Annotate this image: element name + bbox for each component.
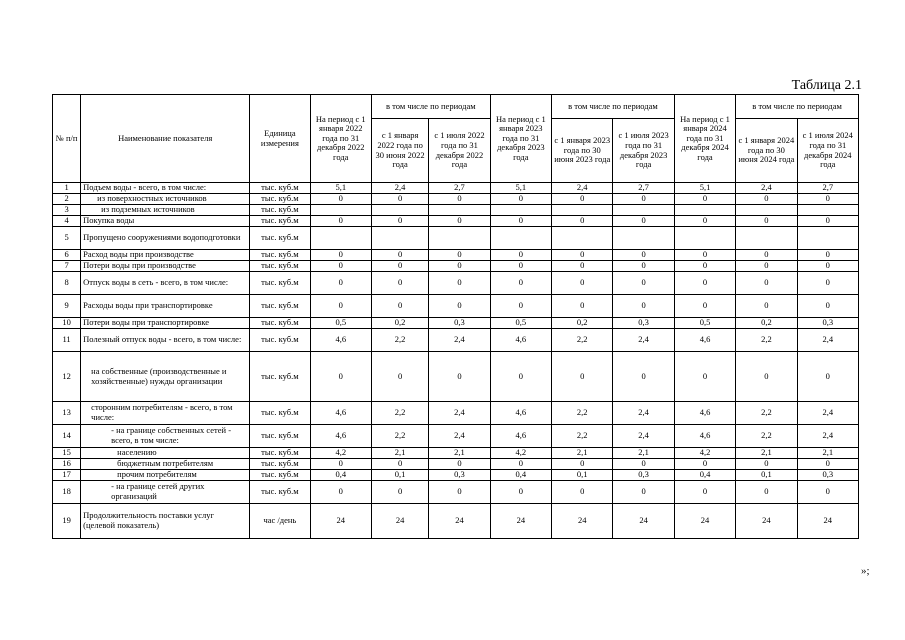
row-value: 0: [552, 216, 613, 227]
row-value: 0: [371, 459, 428, 470]
row-value: 24: [674, 504, 735, 539]
row-value: 0,5: [674, 318, 735, 329]
row-value: 5,1: [310, 183, 371, 194]
row-value: [429, 205, 490, 216]
row-value: 0: [490, 194, 551, 205]
row-value: 2,2: [371, 402, 428, 425]
row-value: 0: [613, 481, 674, 504]
row-value: 0: [797, 216, 858, 227]
row-value: 0: [674, 459, 735, 470]
header-unit: Единица измерения: [250, 95, 310, 183]
row-value: 0,1: [736, 470, 797, 481]
row-number: 16: [53, 459, 81, 470]
row-value: 0: [736, 352, 797, 402]
row-unit: тыс. куб.м: [250, 470, 310, 481]
row-number: 6: [53, 250, 81, 261]
header-num: № п/п: [53, 95, 81, 183]
row-number: 17: [53, 470, 81, 481]
row-value: 4,6: [490, 425, 551, 448]
row-value: 0: [371, 295, 428, 318]
row-value: 0: [613, 216, 674, 227]
row-value: 0: [429, 295, 490, 318]
table-caption: Таблица 2.1: [791, 78, 862, 93]
table-row: [53, 352, 859, 402]
row-value: 0: [674, 481, 735, 504]
row-value: 0,4: [674, 470, 735, 481]
row-value: 4,6: [310, 402, 371, 425]
table-row: [53, 295, 859, 318]
row-value: [674, 227, 735, 250]
row-value: 0: [371, 272, 428, 295]
row-number: 3: [53, 205, 81, 216]
row-indicator-name: Потери воды при производстве: [81, 261, 250, 272]
row-value: 0: [552, 295, 613, 318]
row-value: [371, 227, 428, 250]
row-value: 0,5: [310, 318, 371, 329]
header-including-2024: в том числе по периодам: [736, 95, 859, 119]
row-value: 5,1: [674, 183, 735, 194]
row-value: 0: [797, 295, 858, 318]
row-indicator-name: прочим потребителям: [81, 470, 250, 481]
row-number: 10: [53, 318, 81, 329]
row-value: 0,3: [797, 470, 858, 481]
row-indicator-name: Продолжительность поставки услуг (целевой показатель): [81, 504, 250, 539]
table-row: [53, 205, 859, 216]
row-value: 2,1: [552, 448, 613, 459]
row-value: 0: [310, 481, 371, 504]
row-unit: тыс. куб.м: [250, 227, 310, 250]
row-value: [429, 227, 490, 250]
row-value: 0: [429, 194, 490, 205]
row-value: [371, 205, 428, 216]
row-value: 0: [429, 216, 490, 227]
row-value: 2,1: [797, 448, 858, 459]
row-indicator-name: сторонним потребителям - всего, в том числе:: [81, 402, 250, 425]
row-value: 0,2: [552, 318, 613, 329]
row-number: 12: [53, 352, 81, 402]
row-indicator-name: Расход воды при производстве: [81, 250, 250, 261]
row-value: 2,4: [613, 425, 674, 448]
row-indicator-name: Полезный отпуск воды - всего, в том числе:: [81, 329, 250, 352]
row-value: 0,4: [310, 470, 371, 481]
row-value: 0: [490, 250, 551, 261]
row-value: 4,6: [310, 425, 371, 448]
row-value: 0: [674, 216, 735, 227]
row-unit: тыс. куб.м: [250, 459, 310, 470]
row-value: 0: [736, 459, 797, 470]
table-row: [53, 183, 859, 194]
row-value: 2,4: [429, 425, 490, 448]
row-value: 0: [613, 250, 674, 261]
row-value: [613, 227, 674, 250]
row-indicator-name: Покупка воды: [81, 216, 250, 227]
row-value: 24: [371, 504, 428, 539]
row-value: 4,6: [674, 402, 735, 425]
row-value: 0: [613, 352, 674, 402]
row-value: 24: [429, 504, 490, 539]
row-value: 0: [674, 352, 735, 402]
row-value: 2,2: [552, 425, 613, 448]
row-unit: тыс. куб.м: [250, 205, 310, 216]
row-value: 0: [674, 194, 735, 205]
row-value: 4,6: [674, 425, 735, 448]
table-row: [53, 470, 859, 481]
row-unit: тыс. куб.м: [250, 402, 310, 425]
table-row: [53, 194, 859, 205]
row-value: 2,4: [797, 329, 858, 352]
row-value: 2,4: [736, 183, 797, 194]
row-value: 0: [613, 295, 674, 318]
header-period-2024: На период с 1 января 2024 года по 31 декабря 2024 года: [674, 95, 735, 183]
row-number: 8: [53, 272, 81, 295]
row-value: 0: [371, 352, 428, 402]
row-value: 2,2: [371, 329, 428, 352]
row-value: 0: [371, 261, 428, 272]
row-indicator-name: - на границе собственных сетей - всего, в том числе:: [81, 425, 250, 448]
closing-mark: »;: [861, 565, 870, 577]
header-including-2023: в том числе по периодам: [552, 95, 675, 119]
row-value: 0: [429, 459, 490, 470]
row-value: 2,4: [371, 183, 428, 194]
row-value: 2,4: [429, 402, 490, 425]
row-value: 0: [429, 352, 490, 402]
row-value: [490, 227, 551, 250]
row-value: [797, 227, 858, 250]
row-value: 0: [736, 272, 797, 295]
row-value: 0: [552, 261, 613, 272]
table-row: [53, 402, 859, 425]
row-value: 0: [490, 481, 551, 504]
row-value: 2,4: [797, 425, 858, 448]
row-value: 0: [797, 261, 858, 272]
table-row: [53, 250, 859, 261]
row-value: 0: [490, 261, 551, 272]
row-value: 0: [310, 194, 371, 205]
header-h2-2022: с 1 июля 2022 года по 31 декабря 2022 года: [429, 119, 490, 183]
row-value: 0: [797, 272, 858, 295]
row-indicator-name: населению: [81, 448, 250, 459]
row-indicator-name: Подъем воды - всего, в том числе:: [81, 183, 250, 194]
row-number: 9: [53, 295, 81, 318]
table-row: [53, 459, 859, 470]
row-unit: тыс. куб.м: [250, 194, 310, 205]
row-value: 0,3: [613, 470, 674, 481]
row-value: 4,6: [490, 329, 551, 352]
row-value: 0,3: [613, 318, 674, 329]
row-value: [797, 205, 858, 216]
row-value: 0: [797, 250, 858, 261]
row-value: 0: [490, 295, 551, 318]
row-unit: час /день: [250, 504, 310, 539]
header-including-2022: в том числе по периодам: [371, 95, 490, 119]
row-value: 4,2: [310, 448, 371, 459]
row-value: 0: [736, 250, 797, 261]
row-value: 2,2: [371, 425, 428, 448]
row-value: 4,2: [490, 448, 551, 459]
row-value: 0: [736, 481, 797, 504]
row-value: 2,2: [552, 329, 613, 352]
row-value: 0: [371, 481, 428, 504]
row-value: 2,4: [613, 402, 674, 425]
table-row: [53, 329, 859, 352]
row-value: 0: [797, 352, 858, 402]
row-value: 0: [736, 261, 797, 272]
row-value: 0: [429, 272, 490, 295]
row-value: 2,1: [429, 448, 490, 459]
row-value: 0: [552, 481, 613, 504]
row-value: 2,1: [613, 448, 674, 459]
row-value: 2,1: [736, 448, 797, 459]
row-value: 0: [552, 352, 613, 402]
table-row: [53, 227, 859, 250]
row-value: 0: [429, 481, 490, 504]
row-unit: тыс. куб.м: [250, 352, 310, 402]
row-value: 4,6: [674, 329, 735, 352]
row-value: [310, 227, 371, 250]
header-period-2022: На период с 1 января 2022 года по 31 декабря 2022 года: [310, 95, 371, 183]
row-number: 5: [53, 227, 81, 250]
row-value: 0: [310, 352, 371, 402]
row-value: 2,2: [552, 402, 613, 425]
header-h2-2023: с 1 июля 2023 года по 31 декабря 2023 года: [613, 119, 674, 183]
row-value: [552, 227, 613, 250]
row-value: 2,4: [429, 329, 490, 352]
row-number: 1: [53, 183, 81, 194]
row-value: 2,2: [736, 425, 797, 448]
header-h1-2024: с 1 января 2024 года по 30 июня 2024 года: [736, 119, 797, 183]
row-value: 0,4: [490, 470, 551, 481]
row-number: 11: [53, 329, 81, 352]
table-row: [53, 425, 859, 448]
row-value: 0: [736, 295, 797, 318]
row-value: 0,3: [797, 318, 858, 329]
table-row: [53, 272, 859, 295]
row-indicator-name: Отпуск воды в сеть - всего, в том числе:: [81, 272, 250, 295]
row-value: 0: [674, 250, 735, 261]
row-indicator-name: из поверхностных источников: [81, 194, 250, 205]
row-value: 0: [552, 250, 613, 261]
row-value: 0: [552, 459, 613, 470]
row-value: 0: [613, 459, 674, 470]
row-value: 2,1: [371, 448, 428, 459]
row-value: [613, 205, 674, 216]
row-value: 2,7: [613, 183, 674, 194]
row-value: 24: [797, 504, 858, 539]
row-value: 2,4: [613, 329, 674, 352]
row-unit: тыс. куб.м: [250, 272, 310, 295]
row-value: 2,7: [797, 183, 858, 194]
header-h2-2024: с 1 июля 2024 года по 31 декабря 2024 года: [797, 119, 858, 183]
row-number: 19: [53, 504, 81, 539]
row-value: 24: [310, 504, 371, 539]
table-row: [53, 481, 859, 504]
row-value: 24: [490, 504, 551, 539]
table-row: [53, 261, 859, 272]
row-value: 0: [490, 459, 551, 470]
row-unit: тыс. куб.м: [250, 448, 310, 459]
row-value: [736, 227, 797, 250]
row-value: 2,4: [797, 402, 858, 425]
header-name: Наименование показателя: [81, 95, 250, 183]
row-value: 4,6: [490, 402, 551, 425]
row-value: 0: [797, 194, 858, 205]
row-value: 0: [552, 272, 613, 295]
row-value: 0,1: [552, 470, 613, 481]
header-h1-2023: с 1 января 2023 года по 30 июня 2023 года: [552, 119, 613, 183]
header-period-2023: На период с 1 января 2023 года по 31 декабря 2023 года: [490, 95, 551, 183]
row-value: 0: [310, 459, 371, 470]
row-value: 0: [429, 250, 490, 261]
row-value: 0: [310, 295, 371, 318]
row-unit: тыс. куб.м: [250, 250, 310, 261]
row-value: 0: [797, 481, 858, 504]
row-value: 0: [310, 216, 371, 227]
row-value: 0: [797, 459, 858, 470]
row-indicator-name: из подземных источников: [81, 205, 250, 216]
row-value: 0: [490, 272, 551, 295]
row-value: 0: [310, 272, 371, 295]
row-value: 0: [613, 194, 674, 205]
row-number: 7: [53, 261, 81, 272]
row-unit: тыс. куб.м: [250, 318, 310, 329]
row-value: [490, 205, 551, 216]
row-value: 4,2: [674, 448, 735, 459]
row-value: 2,2: [736, 402, 797, 425]
row-unit: тыс. куб.м: [250, 216, 310, 227]
row-number: 15: [53, 448, 81, 459]
row-value: 0: [310, 250, 371, 261]
row-value: 2,7: [429, 183, 490, 194]
indicators-table: [52, 94, 859, 539]
row-unit: тыс. куб.м: [250, 261, 310, 272]
row-value: 0,3: [429, 470, 490, 481]
row-unit: тыс. куб.м: [250, 481, 310, 504]
row-value: 24: [736, 504, 797, 539]
table-body: [53, 183, 859, 539]
row-value: 0: [674, 272, 735, 295]
row-number: 13: [53, 402, 81, 425]
header-h1-2022: с 1 января 2022 года по 30 июня 2022 года: [371, 119, 428, 183]
row-value: 0: [613, 261, 674, 272]
row-unit: тыс. куб.м: [250, 183, 310, 194]
table-row: [53, 216, 859, 227]
row-value: 0: [674, 295, 735, 318]
row-value: 4,6: [310, 329, 371, 352]
row-indicator-name: Потери воды при транспортировке: [81, 318, 250, 329]
row-indicator-name: бюджетным потребителям: [81, 459, 250, 470]
row-value: [552, 205, 613, 216]
row-value: [674, 205, 735, 216]
table-row: [53, 318, 859, 329]
row-value: 0: [736, 194, 797, 205]
row-value: 0: [371, 216, 428, 227]
row-value: 0: [371, 250, 428, 261]
row-number: 14: [53, 425, 81, 448]
row-indicator-name: - на границе сетей других организаций: [81, 481, 250, 504]
table-row: [53, 448, 859, 459]
row-value: 0: [613, 272, 674, 295]
row-unit: тыс. куб.м: [250, 425, 310, 448]
row-value: 24: [613, 504, 674, 539]
row-value: 0,2: [371, 318, 428, 329]
row-value: 0: [310, 261, 371, 272]
row-number: 4: [53, 216, 81, 227]
row-value: [310, 205, 371, 216]
row-unit: тыс. куб.м: [250, 329, 310, 352]
row-value: 0: [490, 216, 551, 227]
row-indicator-name: Пропущено сооружениями водоподготовки: [81, 227, 250, 250]
row-value: 0: [736, 216, 797, 227]
row-value: [736, 205, 797, 216]
row-value: 2,4: [552, 183, 613, 194]
row-number: 2: [53, 194, 81, 205]
row-number: 18: [53, 481, 81, 504]
row-value: 24: [552, 504, 613, 539]
row-value: 0,5: [490, 318, 551, 329]
row-value: 2,2: [736, 329, 797, 352]
table-row: [53, 504, 859, 539]
row-value: 0,2: [736, 318, 797, 329]
row-value: 0: [371, 194, 428, 205]
row-value: 5,1: [490, 183, 551, 194]
row-value: 0: [674, 261, 735, 272]
row-value: 0,3: [429, 318, 490, 329]
row-unit: тыс. куб.м: [250, 295, 310, 318]
row-value: 0: [552, 194, 613, 205]
row-indicator-name: Расходы воды при транспортировке: [81, 295, 250, 318]
row-value: 0: [429, 261, 490, 272]
row-value: 0: [490, 352, 551, 402]
row-indicator-name: на собственные (производственные и хозяйственные) нужды организации: [81, 352, 250, 402]
row-value: 0,1: [371, 470, 428, 481]
